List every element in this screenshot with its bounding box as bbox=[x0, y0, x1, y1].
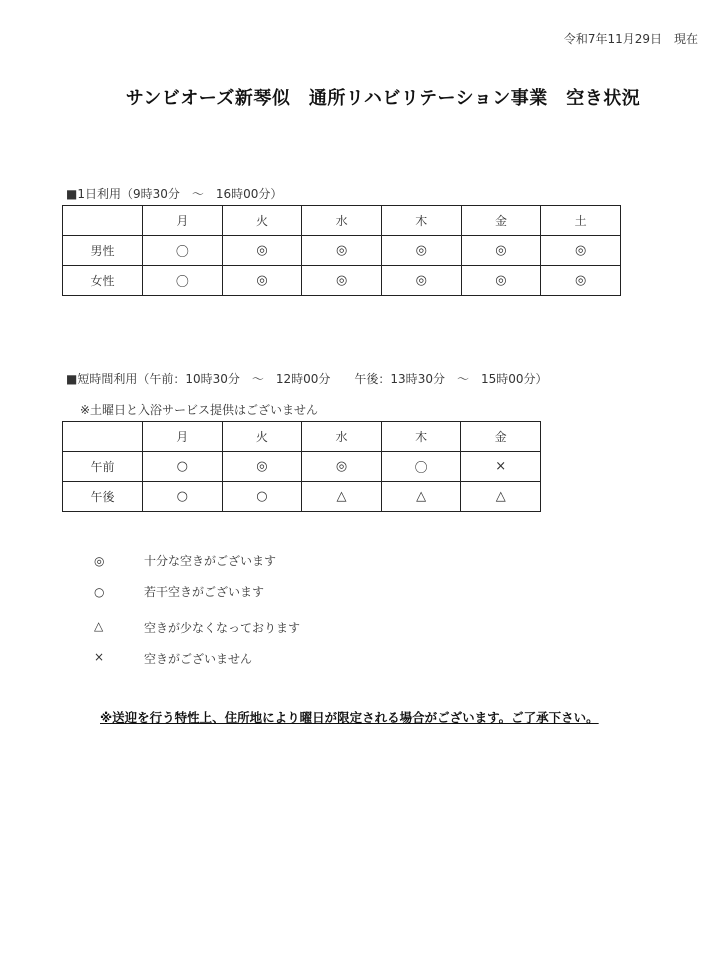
legend-symbol: △ bbox=[94, 619, 104, 633]
availability-cell: 〇 bbox=[143, 266, 223, 296]
day-header: 水 bbox=[302, 422, 382, 452]
availability-cell: ◎ bbox=[381, 236, 461, 266]
table-row bbox=[63, 452, 541, 482]
day-header: 火 bbox=[222, 206, 302, 236]
section1-heading: ■1日利用（9時30分 ～ 16時00分） bbox=[66, 187, 283, 201]
availability-cell: ◎ bbox=[222, 452, 302, 482]
availability-cell: ◎ bbox=[541, 236, 621, 266]
legend-item bbox=[94, 648, 252, 665]
table-header-row bbox=[63, 422, 541, 452]
day-header: 月 bbox=[143, 206, 223, 236]
corner-cell bbox=[63, 206, 143, 236]
legend-text: 空きが少なくなっております bbox=[144, 621, 301, 635]
day-header: 火 bbox=[222, 422, 302, 452]
row-label: 午前 bbox=[63, 452, 143, 482]
corner-cell bbox=[63, 422, 143, 452]
availability-cell: △ bbox=[461, 482, 541, 512]
availability-cell: ○ bbox=[222, 482, 302, 512]
availability-cell: ◎ bbox=[222, 236, 302, 266]
legend-text: 十分な空きがございます bbox=[144, 554, 277, 568]
availability-cell: × bbox=[461, 452, 541, 482]
row-label: 午後 bbox=[63, 482, 143, 512]
day-header: 金 bbox=[461, 422, 541, 452]
section2-heading: ■短時間利用（午前：10時30分 ～ 12時00分 午後：13時30分 ～ 15時00分） bbox=[66, 372, 548, 386]
page-title: サンビオーズ新琴似 通所リハビリテーション事業 空き状況 bbox=[125, 88, 641, 109]
availability-cell: ○ bbox=[143, 482, 223, 512]
availability-cell: 〇 bbox=[381, 452, 461, 482]
day-header: 金 bbox=[461, 206, 541, 236]
legend-item bbox=[94, 583, 264, 600]
full-day-table bbox=[62, 205, 621, 296]
legend-symbol: × bbox=[94, 650, 105, 664]
availability-cell: △ bbox=[302, 482, 382, 512]
day-header: 水 bbox=[302, 206, 382, 236]
day-header: 月 bbox=[143, 422, 223, 452]
legend-symbol: ○ bbox=[94, 585, 105, 599]
short-time-table bbox=[62, 421, 541, 512]
day-header: 木 bbox=[381, 422, 461, 452]
row-label: 男性 bbox=[63, 236, 143, 266]
availability-cell: ◎ bbox=[302, 236, 382, 266]
table-header-row bbox=[63, 206, 621, 236]
legend-item bbox=[94, 617, 300, 634]
section2-note: ※土曜日と入浴サービス提供はございません bbox=[80, 403, 319, 417]
legend-text: 空きがございません bbox=[144, 652, 253, 666]
availability-cell: ◎ bbox=[302, 452, 382, 482]
day-header: 土 bbox=[541, 206, 621, 236]
availability-cell: 〇 bbox=[143, 236, 223, 266]
legend-text: 若干空きがございます bbox=[144, 585, 265, 599]
availability-cell: ◎ bbox=[222, 266, 302, 296]
availability-cell: ◎ bbox=[461, 266, 541, 296]
table-row bbox=[63, 482, 541, 512]
date-label: 令和7年11月29日 現在 bbox=[563, 32, 698, 46]
availability-cell: ◎ bbox=[461, 236, 541, 266]
availability-cell: ○ bbox=[143, 452, 223, 482]
footer-note: ※送迎を行う特性上、住所地により曜日が限定される場合がございます。ご了承下さい。 bbox=[100, 710, 599, 725]
table-row bbox=[63, 236, 621, 266]
availability-cell: ◎ bbox=[381, 266, 461, 296]
legend-symbol: ◎ bbox=[94, 554, 105, 568]
table-row bbox=[63, 266, 621, 296]
day-header: 木 bbox=[381, 206, 461, 236]
availability-cell: ◎ bbox=[302, 266, 382, 296]
availability-cell: △ bbox=[381, 482, 461, 512]
availability-cell: ◎ bbox=[541, 266, 621, 296]
row-label: 女性 bbox=[63, 266, 143, 296]
legend-item bbox=[94, 552, 276, 569]
